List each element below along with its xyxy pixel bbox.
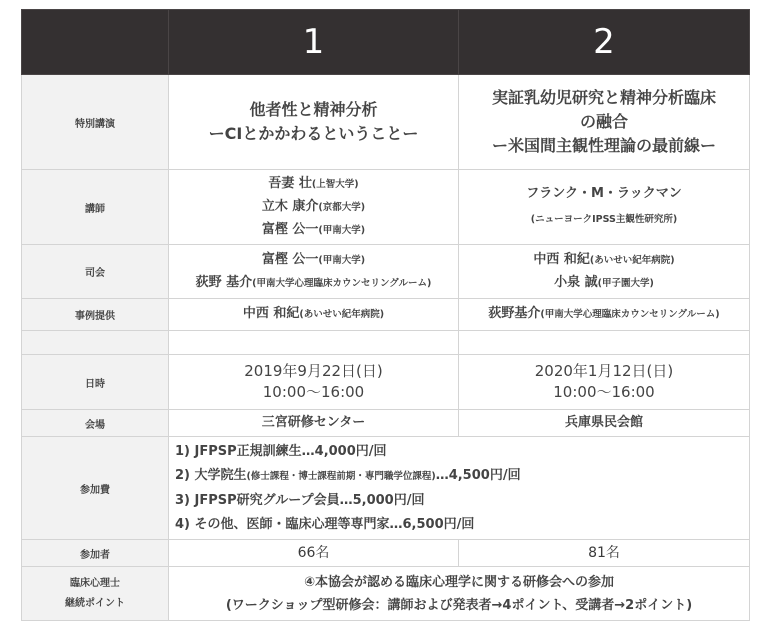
moderator-name: 富樫 公一 [261, 251, 319, 267]
case-cell-2 [459, 299, 750, 331]
moderator-affiliation: (あいせい紀年病院) [589, 254, 675, 266]
event-date: 2020年1月12日(日) [534, 362, 674, 380]
header-corner [22, 10, 169, 75]
fee-row [22, 437, 750, 540]
case-cell-1 [169, 299, 459, 331]
moderator-row [22, 245, 750, 299]
participants-count-2: 81名 [459, 540, 750, 567]
points-line: (ワークショップ型研修会：講師および発表者→4ポイント、受講者→2ポイント) [225, 597, 693, 613]
spacer-label [22, 331, 169, 355]
points-line: ④本協会が認める臨床心理学に関する研修会への参加 [303, 574, 614, 590]
moderator-affiliation: (甲南大学) [318, 254, 366, 266]
participants-row [22, 540, 750, 567]
fee-item-note: (修士課程・博士課程前期・専門職学位課程) [246, 470, 436, 482]
points-label-line: 臨床心理士 [70, 577, 120, 589]
spacer-row [22, 331, 750, 355]
moderator-name: 荻野 基介 [195, 274, 253, 290]
participants-count-1: 66名 [169, 540, 459, 567]
lecturer-affiliation: (上智大学) [311, 178, 359, 190]
lecturer-name: フランク・M・ラックマン [526, 186, 682, 201]
lecture-title-1-line: 他者性と精神分析 [249, 100, 378, 119]
case-row [22, 299, 750, 331]
moderator-label: 司会 [22, 245, 169, 299]
fee-item-price: …4,500円/回 [435, 467, 521, 483]
spacer-cell [169, 331, 459, 355]
lecture-title-2-line: の融合 [579, 112, 628, 131]
lecturer-affiliation: (京都大学) [318, 201, 366, 213]
date-row [22, 355, 750, 410]
date-label: 日時 [22, 355, 169, 410]
lecture-title-2-subtitle: ー米国間主観性理論の最前線ー [491, 136, 716, 155]
points-row [22, 567, 750, 621]
points-label [22, 567, 169, 621]
moderator-affiliation: (甲子園大学) [597, 277, 654, 289]
date-cell-2 [459, 355, 750, 410]
lecturer-row [22, 170, 750, 245]
fee-item: 1) JFPSP正規訓練生…4,000円/回 [175, 443, 387, 459]
header-row [22, 10, 750, 75]
fee-list [169, 437, 750, 540]
lecturer-affiliation: (甲南大学) [318, 224, 366, 236]
lecture-label: 特別講演 [22, 75, 169, 170]
venue-label: 会場 [22, 410, 169, 437]
fee-item [175, 464, 747, 489]
lecture-title-1 [169, 75, 459, 170]
moderator-name: 中西 和紀 [533, 251, 590, 267]
venue-row [22, 410, 750, 437]
moderator-cell-1 [169, 245, 459, 299]
points-description [169, 567, 750, 621]
lecturer-name: 富樫 公一 [261, 221, 319, 237]
lecturer-cell-1 [169, 170, 459, 245]
lecturer-name: 吾妻 壮 [268, 175, 312, 191]
moderator-affiliation: (甲南大学心理臨床カウンセリングルーム) [252, 277, 432, 289]
lecturer-label: 講師 [22, 170, 169, 245]
fee-item: 4) その他、医師・臨床心理等専門家…6,500円/回 [175, 516, 475, 532]
venue-cell-1: 三宮研修センター [169, 410, 459, 437]
points-label-line: 継続ポイント [65, 597, 125, 609]
schedule-table [21, 9, 750, 621]
spacer-cell [459, 331, 750, 355]
date-cell-1 [169, 355, 459, 410]
lecture-row [22, 75, 750, 170]
event-time: 10:00〜16:00 [262, 383, 365, 401]
participants-label: 参加者 [22, 540, 169, 567]
case-affiliation: (甲南大学心理臨床カウンセリングルーム) [540, 309, 720, 320]
lecturer-affiliation: (ニューヨークIPSS主観性研究所) [530, 214, 678, 225]
venue-cell-2: 兵庫県民会館 [459, 410, 750, 437]
column-1-number: 1 [169, 10, 459, 75]
case-name: 荻野基介 [488, 306, 541, 321]
event-date: 2019年9月22日(日) [244, 362, 383, 380]
lecture-title-1-subtitle: ーCIとかかわるということー [208, 124, 419, 143]
lecturer-name: 立木 康介 [261, 198, 319, 214]
fee-item-main: 2) 大学院生 [175, 467, 247, 483]
lecturer-cell-2 [459, 170, 750, 245]
case-label: 事例提供 [22, 299, 169, 331]
moderator-cell-2 [459, 245, 750, 299]
lecture-title-2 [459, 75, 750, 170]
fee-item: 3) JFPSP研究グループ会員…5,000円/回 [175, 492, 425, 508]
fee-label: 参加費 [22, 437, 169, 540]
case-name: 中西 和紀 [242, 306, 300, 321]
case-affiliation: (あいせい紀年病院) [299, 309, 385, 320]
moderator-name: 小泉 誠 [554, 274, 598, 290]
lecture-title-2-line: 実証乳幼児研究と精神分析臨床 [491, 88, 716, 107]
event-time: 10:00〜16:00 [553, 383, 655, 401]
column-2-number: 2 [459, 10, 750, 75]
